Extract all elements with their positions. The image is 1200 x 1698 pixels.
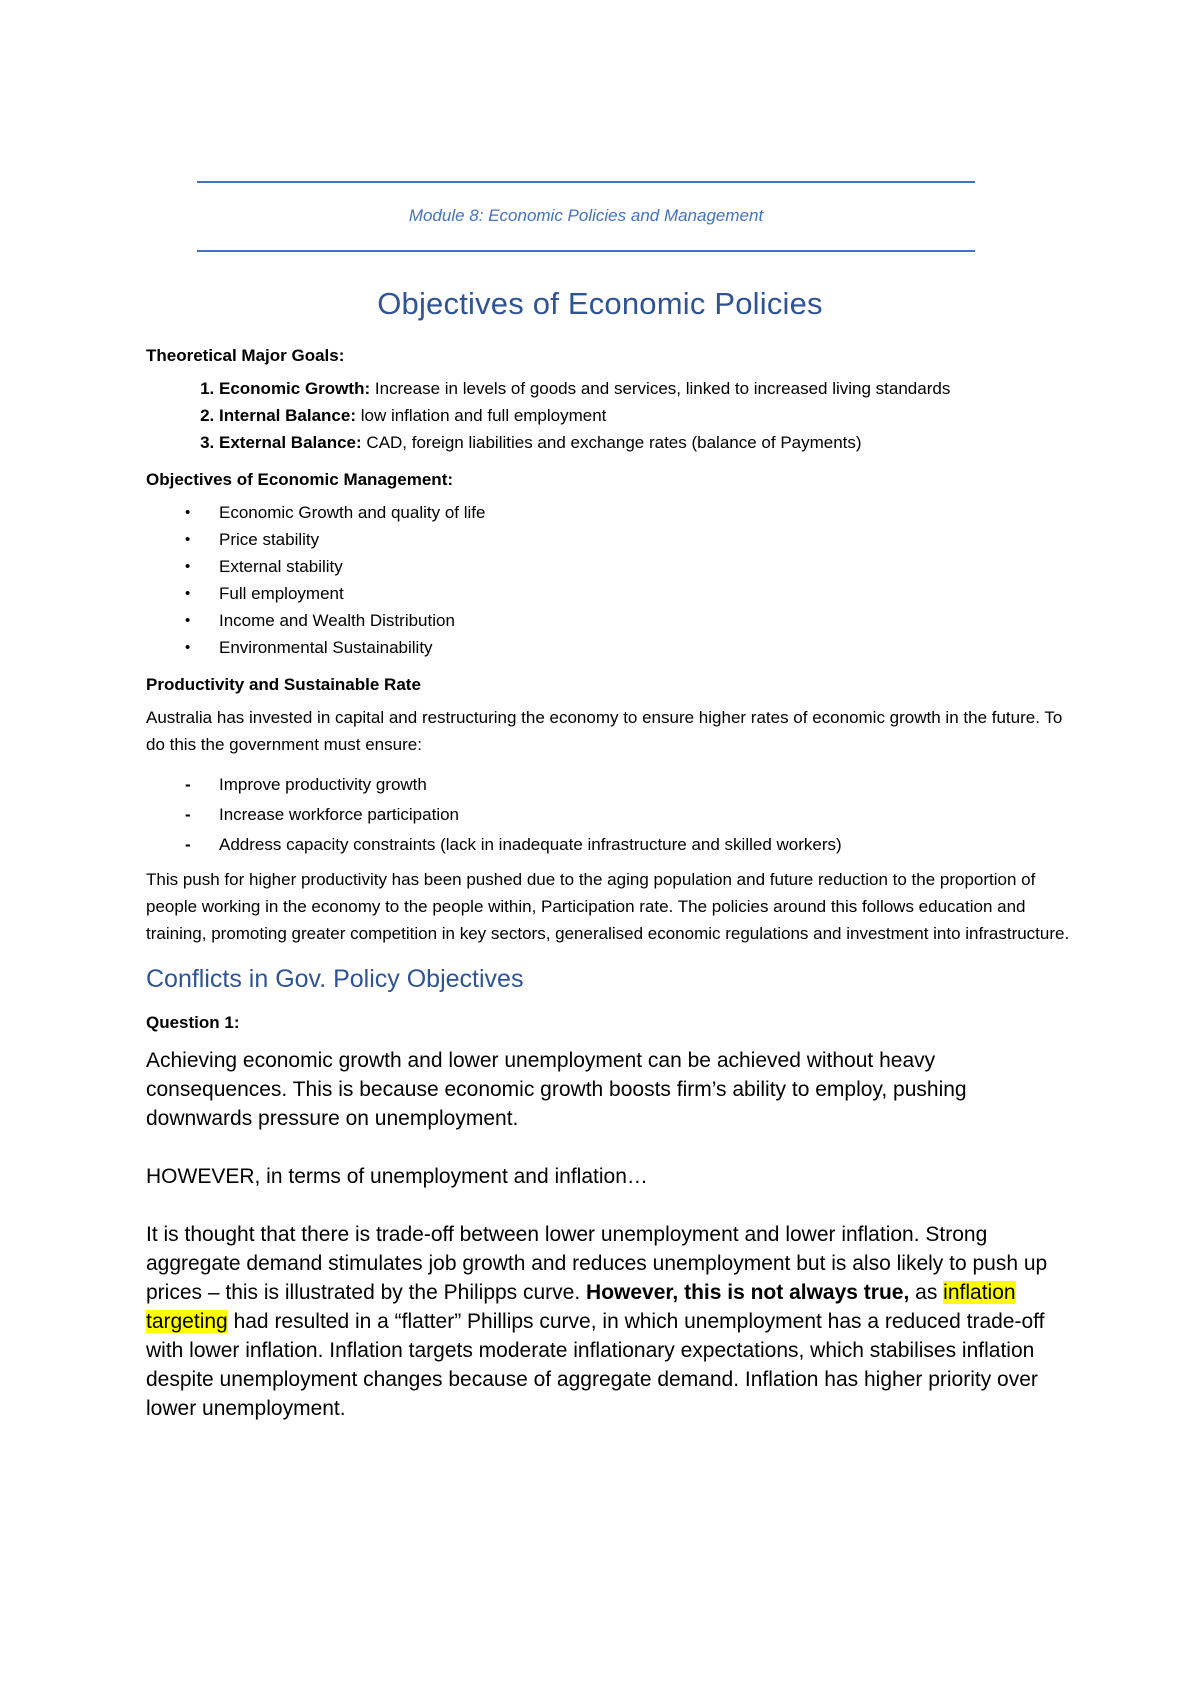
answer-block: [146, 1046, 1076, 1423]
bullet-icon: •: [185, 639, 191, 656]
header-rule-bottom: [197, 250, 975, 252]
list-item-text: Economic Growth and quality of life: [219, 503, 486, 522]
answer-text: had resulted in a “flatter” Phillips curve, in which unemployment has a reduced trade-off with lower inflation. Inflation targets moderate inflationary expectations, which stabilises inflation despite unemployment changes because of aggregate demand. Inflation has higher priority over lower unemployment.: [146, 1310, 1045, 1420]
answer-paragraph-1: Achieving economic growth and lower unemployment can be achieved without heavy consequences. This is because economic growth boosts firm’s ability to employ, pushing downwards pressure on unemployment.: [146, 1049, 967, 1130]
bullet-icon: •: [185, 612, 191, 629]
dash-icon: -: [185, 775, 191, 794]
list-item-text: Full employment: [219, 584, 344, 603]
bullet-icon: •: [185, 558, 191, 575]
productivity-heading: Productivity and Sustainable Rate: [146, 675, 421, 694]
answer-paragraph-2: HOWEVER, in terms of unemployment and inflation…: [146, 1165, 648, 1188]
goal-text: Increase in levels of goods and services, linked to increased living standards: [370, 379, 951, 398]
list-item: [185, 553, 1076, 580]
header-rule-top: [197, 181, 975, 183]
list-item: [185, 770, 1076, 800]
answer-paragraph-3: [146, 1220, 1076, 1423]
conflicts-heading: Conflicts in Gov. Policy Objectives: [146, 965, 524, 993]
bullet-icon: •: [185, 531, 191, 548]
list-item-text: Improve productivity growth: [219, 775, 427, 794]
bullet-icon: •: [185, 504, 191, 521]
goal-item: [219, 375, 1076, 402]
productivity-closing: This push for higher productivity has been pushed due to the aging population and future reduction to the proportion of people working in the economy to the people within, Participation rate. The policies around this follows education and training, promoting greater competition in key sectors, generalised economic regulations and investment into infrastructure.: [146, 870, 1070, 943]
list-item-text: Price stability: [219, 530, 320, 549]
list-item-text: Income and Wealth Distribution: [219, 611, 455, 630]
management-heading: Objectives of Economic Management:: [146, 470, 454, 489]
management-list: [146, 499, 1076, 661]
goal-label: Economic Growth:: [219, 379, 371, 398]
goal-text: CAD, foreign liabilities and exchange rates (balance of Payments): [361, 433, 862, 452]
goals-list: [146, 375, 1076, 456]
list-item: [185, 526, 1076, 553]
list-item: [185, 800, 1076, 830]
list-item-text: Environmental Sustainability: [219, 638, 433, 657]
list-item: [185, 607, 1076, 634]
goal-text: low inflation and full employment: [356, 406, 607, 425]
productivity-list: [146, 770, 1076, 860]
bullet-icon: •: [185, 585, 191, 602]
goals-heading: Theoretical Major Goals:: [146, 346, 345, 365]
goal-item: [219, 402, 1076, 429]
module-header: Module 8: Economic Policies and Management: [408, 206, 764, 225]
question-label: Question 1:: [146, 1013, 240, 1032]
list-item: [185, 634, 1076, 661]
list-item-text: Address capacity constraints (lack in inadequate infrastructure and skilled workers): [219, 835, 842, 854]
document-body: [146, 342, 1076, 1452]
goal-item: [219, 429, 1076, 456]
page-title: Objectives of Economic Policies: [377, 286, 823, 321]
list-item: [185, 580, 1076, 607]
goal-label: External Balance:: [219, 433, 362, 452]
list-item: [185, 830, 1076, 860]
answer-bold-text: However, this is not always true,: [586, 1281, 910, 1304]
goal-label: Internal Balance:: [219, 406, 356, 425]
dash-icon: -: [185, 805, 191, 824]
productivity-intro: Australia has invested in capital and restructuring the economy to ensure higher rates of economic growth in the future. To do this the government must ensure:: [146, 708, 1063, 754]
list-item: [185, 499, 1076, 526]
answer-text: as: [909, 1281, 944, 1304]
list-item-text: External stability: [219, 557, 343, 576]
answer-text: It is thought that there is trade-off between lower unemployment and lower inflation. Strong aggregate demand stimulates job growth and reduces unemployment but is also likely to push up prices – this is illustrated by the Philipps curve.: [146, 1223, 1048, 1304]
list-item-text: Increase workforce participation: [219, 805, 460, 824]
highlighted-term: inflation targeting: [146, 1281, 1016, 1333]
dash-icon: -: [185, 835, 191, 854]
